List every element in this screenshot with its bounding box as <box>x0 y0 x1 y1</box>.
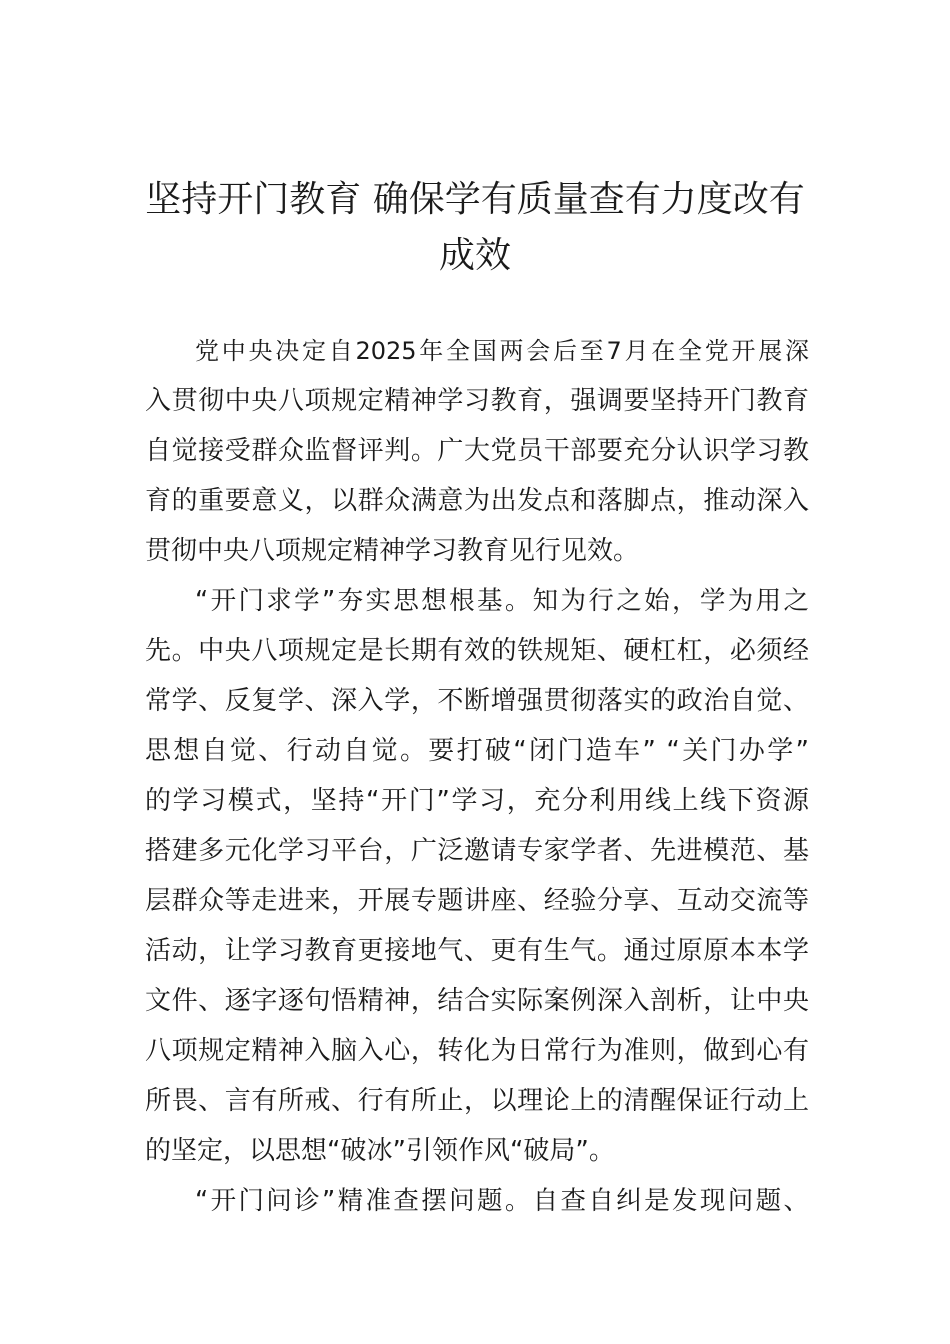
paragraph-1-line-1: 党中央决定自2025年全国两会后至7月在全党开展深 <box>195 337 809 365</box>
paragraph-2-line-10: 八项规定精神入脑入心，转化为日常行为准则，做到心有 <box>145 1036 809 1066</box>
paragraph-1-line-2: 入贯彻中央八项规定精神学习教育，强调要坚持开门教育 <box>145 386 809 416</box>
paragraph-2-line-9: 文件、逐字逐句悟精神，结合实际案例深入剖析，让中央 <box>145 986 809 1016</box>
paragraph-1-line-4: 育的重要意义，以群众满意为出发点和落脚点，推动深入 <box>145 486 809 516</box>
paragraph-2-line-7: 层群众等走进来，开展专题讲座、经验分享、互动交流等 <box>145 886 809 916</box>
paragraph-2-line-1: “开门求学”夯实思想根基。知为行之始，学为用之 <box>195 586 809 616</box>
paragraph-2-line-5: 的学习模式，坚持“开门”学习，充分利用线上线下资源 <box>145 786 809 816</box>
paragraph-1-line-5: 贯彻中央八项规定精神学习教育见行见效。 <box>145 536 640 566</box>
paragraph-2-line-11: 所畏、言有所戒、行有所止，以理论上的清醒保证行动上 <box>145 1086 809 1116</box>
paragraph-2-line-8: 活动，让学习教育更接地气、更有生气。通过原原本本学 <box>145 936 809 966</box>
paragraph-2-line-12: 的坚定，以思想“破冰”引领作风“破局”。 <box>145 1136 615 1166</box>
title-line-2: 成效 <box>438 235 511 276</box>
paragraph-2-line-3: 常学、反复学、深入学，不断增强贯彻落实的政治自觉、 <box>145 686 809 716</box>
paragraph-3-line-1: “开门问诊”精准查摆问题。自查自纠是发现问题、 <box>195 1186 809 1216</box>
document-body <box>145 326 809 1226</box>
paragraph-2-line-2: 先。中央八项规定是长期有效的铁规矩、硬杠杠，必须经 <box>145 636 809 666</box>
paragraph-2-line-4: 思想自觉、行动自觉。要打破“闭门造车” “关门办学” <box>145 736 809 766</box>
paragraph-2-line-6: 搭建多元化学习平台，广泛邀请专家学者、先进模范、基 <box>145 836 809 866</box>
paragraph-1-line-3: 自觉接受群众监督评判。广大党员干部要充分认识学习教 <box>145 436 809 466</box>
document-title <box>120 172 830 284</box>
title-line-1: 坚持开门教育 确保学有质量查有力度改有 <box>145 179 805 220</box>
